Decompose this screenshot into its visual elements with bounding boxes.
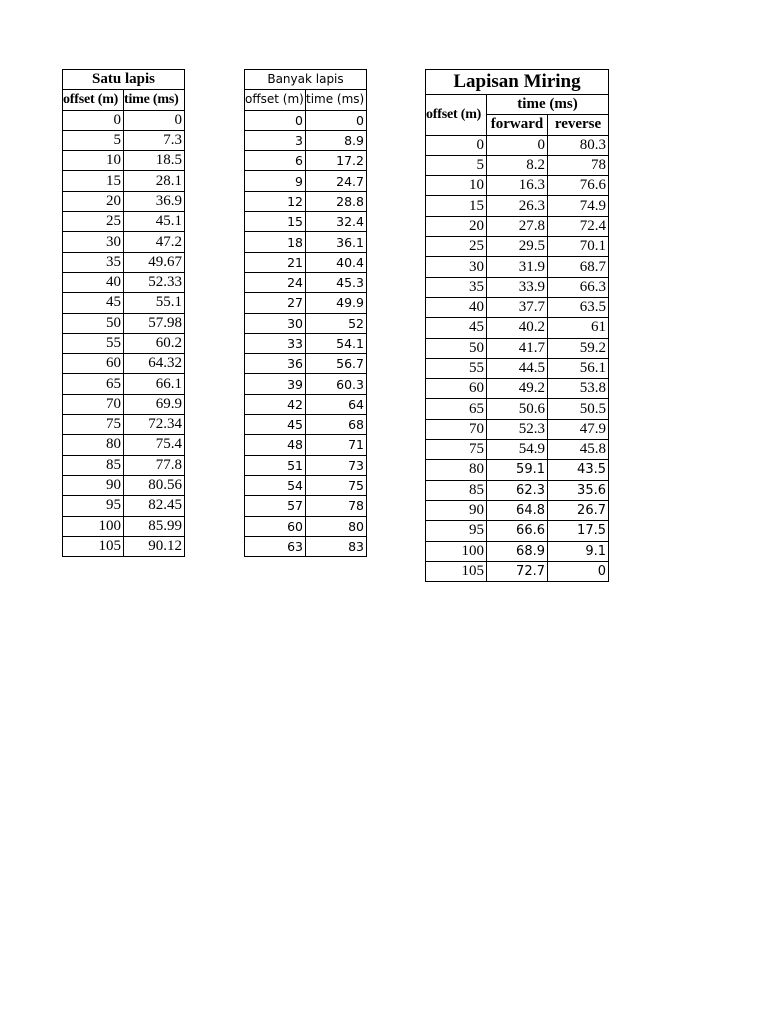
satu-lapis-row-cell: 70 xyxy=(63,394,124,414)
satu-lapis-row-cell: 45 xyxy=(63,293,124,313)
lapisan-miring-row-cell: 15 xyxy=(426,196,487,216)
lapisan-miring-row xyxy=(426,500,609,520)
satu-lapis-row-cell: 25 xyxy=(63,212,124,232)
satu-lapis-row xyxy=(63,272,185,292)
banyak-lapis-row-cell: 54 xyxy=(245,475,306,495)
banyak-lapis-row xyxy=(245,293,367,313)
satu-lapis-title: Satu lapis xyxy=(63,70,185,90)
banyak-lapis-row-cell: 45.3 xyxy=(306,272,367,292)
banyak-lapis-row-cell: 0 xyxy=(245,110,306,130)
satu-lapis-row-cell: 0 xyxy=(63,110,124,130)
satu-lapis-row-cell: 35 xyxy=(63,252,124,272)
banyak-lapis-row xyxy=(245,333,367,353)
lapisan-miring-row-cell: 72.4 xyxy=(548,216,609,236)
banyak-lapis-row xyxy=(245,151,367,171)
satu-lapis-row-cell: 65 xyxy=(63,374,124,394)
banyak-lapis-offset-header: offset (m) xyxy=(245,90,306,110)
satu-lapis-row xyxy=(63,496,185,516)
lapisan-miring-row-cell: 95 xyxy=(426,521,487,541)
lapisan-miring-row-cell: 85 xyxy=(426,480,487,500)
satu-lapis-offset-header: offset (m) xyxy=(63,90,124,110)
banyak-lapis-body xyxy=(245,110,367,557)
banyak-lapis-row-cell: 54.1 xyxy=(306,333,367,353)
lapisan-miring-row-cell: 68.7 xyxy=(548,257,609,277)
lapisan-miring-row-cell: 105 xyxy=(426,561,487,581)
banyak-lapis-row-cell: 40.4 xyxy=(306,252,367,272)
banyak-lapis-row-cell: 9 xyxy=(245,171,306,191)
satu-lapis-row xyxy=(63,313,185,333)
lapisan-miring-row-cell: 72.7 xyxy=(487,561,548,581)
satu-lapis-row-cell: 60.2 xyxy=(124,333,185,353)
satu-lapis-row-cell: 80 xyxy=(63,435,124,455)
banyak-lapis-row-cell: 57 xyxy=(245,496,306,516)
satu-lapis-row-cell: 85 xyxy=(63,455,124,475)
satu-lapis-row xyxy=(63,293,185,313)
lapisan-miring-row-cell: 54.9 xyxy=(487,440,548,460)
banyak-lapis-row-cell: 30 xyxy=(245,313,306,333)
satu-lapis-row-cell: 18.5 xyxy=(124,151,185,171)
lapisan-miring-row xyxy=(426,196,609,216)
satu-lapis-row-cell: 5 xyxy=(63,130,124,150)
lapisan-miring-row xyxy=(426,257,609,277)
satu-lapis-row xyxy=(63,415,185,435)
banyak-lapis-row-cell: 33 xyxy=(245,333,306,353)
banyak-lapis-row-cell: 78 xyxy=(306,496,367,516)
lapisan-miring-reverse-header: reverse xyxy=(548,115,609,135)
lapisan-miring-title: Lapisan Miring xyxy=(426,70,609,95)
lapisan-miring-row xyxy=(426,318,609,338)
satu-lapis-row xyxy=(63,475,185,495)
banyak-lapis-row-cell: 36 xyxy=(245,354,306,374)
banyak-lapis-time-header: time (ms) xyxy=(306,90,367,110)
lapisan-miring-row xyxy=(426,561,609,581)
lapisan-miring-body xyxy=(426,135,609,582)
banyak-lapis-row xyxy=(245,212,367,232)
satu-lapis-row-cell: 77.8 xyxy=(124,455,185,475)
lapisan-miring-row-cell: 56.1 xyxy=(548,358,609,378)
lapisan-miring-row-cell: 43.5 xyxy=(548,460,609,480)
satu-lapis-row-cell: 105 xyxy=(63,536,124,556)
banyak-lapis-row-cell: 48 xyxy=(245,435,306,455)
banyak-lapis-row xyxy=(245,475,367,495)
banyak-lapis-row-cell: 28.8 xyxy=(306,191,367,211)
lapisan-miring-row-cell: 0 xyxy=(487,135,548,155)
banyak-lapis-row-cell: 18 xyxy=(245,232,306,252)
satu-lapis-row-cell: 90.12 xyxy=(124,536,185,556)
banyak-lapis-row xyxy=(245,252,367,272)
banyak-lapis-row xyxy=(245,394,367,414)
lapisan-miring-row xyxy=(426,460,609,480)
banyak-lapis-table xyxy=(244,69,367,557)
lapisan-miring-forward-header: forward xyxy=(487,115,548,135)
lapisan-miring-time-header: time (ms) xyxy=(487,95,609,115)
lapisan-miring-row-cell: 59.2 xyxy=(548,338,609,358)
lapisan-miring-row-cell: 49.2 xyxy=(487,379,548,399)
banyak-lapis-row-cell: 80 xyxy=(306,516,367,536)
satu-lapis-row-cell: 95 xyxy=(63,496,124,516)
banyak-lapis-row-cell: 6 xyxy=(245,151,306,171)
banyak-lapis-row-cell: 60.3 xyxy=(306,374,367,394)
lapisan-miring-row-cell: 68.9 xyxy=(487,541,548,561)
lapisan-miring-row xyxy=(426,480,609,500)
lapisan-miring-row-cell: 100 xyxy=(426,541,487,561)
satu-lapis-row-cell: 20 xyxy=(63,191,124,211)
lapisan-miring-row-cell: 29.5 xyxy=(487,237,548,257)
satu-lapis-row-cell: 0 xyxy=(124,110,185,130)
banyak-lapis-row xyxy=(245,374,367,394)
lapisan-miring-row-cell: 0 xyxy=(426,135,487,155)
satu-lapis-row-cell: 40 xyxy=(63,272,124,292)
satu-lapis-row-cell: 47.2 xyxy=(124,232,185,252)
banyak-lapis-row-cell: 39 xyxy=(245,374,306,394)
banyak-lapis-row xyxy=(245,536,367,556)
banyak-lapis-row-cell: 12 xyxy=(245,191,306,211)
banyak-lapis-row-cell: 51 xyxy=(245,455,306,475)
satu-lapis-row-cell: 50 xyxy=(63,313,124,333)
banyak-lapis-row xyxy=(245,415,367,435)
banyak-lapis-row-cell: 8.9 xyxy=(306,130,367,150)
lapisan-miring-row-cell: 90 xyxy=(426,500,487,520)
satu-lapis-row-cell: 72.34 xyxy=(124,415,185,435)
lapisan-miring-row-cell: 61 xyxy=(548,318,609,338)
satu-lapis-row-cell: 45.1 xyxy=(124,212,185,232)
lapisan-miring-row xyxy=(426,176,609,196)
satu-lapis-row-cell: 69.9 xyxy=(124,394,185,414)
satu-lapis-row-cell: 90 xyxy=(63,475,124,495)
banyak-lapis-row xyxy=(245,354,367,374)
lapisan-miring-row-cell: 8.2 xyxy=(487,155,548,175)
lapisan-miring-row-cell: 50.5 xyxy=(548,399,609,419)
banyak-lapis-row-cell: 73 xyxy=(306,455,367,475)
banyak-lapis-row-cell: 56.7 xyxy=(306,354,367,374)
banyak-lapis-row-cell: 83 xyxy=(306,536,367,556)
lapisan-miring-row-cell: 45.8 xyxy=(548,440,609,460)
lapisan-miring-row-cell: 60 xyxy=(426,379,487,399)
satu-lapis-row-cell: 49.67 xyxy=(124,252,185,272)
lapisan-miring-row xyxy=(426,338,609,358)
banyak-lapis-row xyxy=(245,191,367,211)
lapisan-miring-row xyxy=(426,135,609,155)
satu-lapis-row xyxy=(63,252,185,272)
banyak-lapis-row xyxy=(245,272,367,292)
satu-lapis-row xyxy=(63,151,185,171)
lapisan-miring-row xyxy=(426,277,609,297)
lapisan-miring-row-cell: 31.9 xyxy=(487,257,548,277)
lapisan-miring-row-cell: 53.8 xyxy=(548,379,609,399)
lapisan-miring-row-cell: 26.3 xyxy=(487,196,548,216)
satu-lapis-row-cell: 66.1 xyxy=(124,374,185,394)
satu-lapis-row-cell: 57.98 xyxy=(124,313,185,333)
satu-lapis-row-cell: 28.1 xyxy=(124,171,185,191)
lapisan-miring-row-cell: 41.7 xyxy=(487,338,548,358)
banyak-lapis-row-cell: 21 xyxy=(245,252,306,272)
satu-lapis-row xyxy=(63,516,185,536)
lapisan-miring-row-cell: 10 xyxy=(426,176,487,196)
banyak-lapis-row xyxy=(245,130,367,150)
lapisan-miring-offset-header: offset (m) xyxy=(426,95,487,136)
satu-lapis-row xyxy=(63,536,185,556)
satu-lapis-row xyxy=(63,374,185,394)
banyak-lapis-row-cell: 45 xyxy=(245,415,306,435)
lapisan-miring-row-cell: 63.5 xyxy=(548,297,609,317)
lapisan-miring-row xyxy=(426,297,609,317)
banyak-lapis-row-cell: 63 xyxy=(245,536,306,556)
lapisan-miring-row-cell: 80 xyxy=(426,460,487,480)
satu-lapis-row-cell: 85.99 xyxy=(124,516,185,536)
satu-lapis-row xyxy=(63,333,185,353)
satu-lapis-time-header: time (ms) xyxy=(124,90,185,110)
lapisan-miring-row xyxy=(426,155,609,175)
lapisan-miring-row xyxy=(426,237,609,257)
satu-lapis-row-cell: 30 xyxy=(63,232,124,252)
banyak-lapis-row-cell: 36.1 xyxy=(306,232,367,252)
satu-lapis-row-cell: 55 xyxy=(63,333,124,353)
lapisan-miring-row-cell: 50.6 xyxy=(487,399,548,419)
satu-lapis-row-cell: 7.3 xyxy=(124,130,185,150)
satu-lapis-row xyxy=(63,394,185,414)
banyak-lapis-row-cell: 15 xyxy=(245,212,306,232)
banyak-lapis-row-cell: 24 xyxy=(245,272,306,292)
banyak-lapis-row-cell: 24.7 xyxy=(306,171,367,191)
satu-lapis-row-cell: 75.4 xyxy=(124,435,185,455)
banyak-lapis-row-cell: 64 xyxy=(306,394,367,414)
lapisan-miring-row-cell: 75 xyxy=(426,440,487,460)
satu-lapis-row xyxy=(63,191,185,211)
satu-lapis-row-cell: 60 xyxy=(63,354,124,374)
lapisan-miring-row xyxy=(426,379,609,399)
lapisan-miring-row-cell: 47.9 xyxy=(548,419,609,439)
banyak-lapis-title: Banyak lapis xyxy=(245,70,367,90)
lapisan-miring-row-cell: 65 xyxy=(426,399,487,419)
lapisan-miring-row-cell: 66.3 xyxy=(548,277,609,297)
lapisan-miring-table xyxy=(425,69,609,582)
lapisan-miring-row-cell: 62.3 xyxy=(487,480,548,500)
satu-lapis-row-cell: 52.33 xyxy=(124,272,185,292)
lapisan-miring-row xyxy=(426,419,609,439)
lapisan-miring-row-cell: 35.6 xyxy=(548,480,609,500)
lapisan-miring-row-cell: 30 xyxy=(426,257,487,277)
lapisan-miring-row-cell: 16.3 xyxy=(487,176,548,196)
banyak-lapis-row-cell: 71 xyxy=(306,435,367,455)
banyak-lapis-row-cell: 32.4 xyxy=(306,212,367,232)
satu-lapis-row-cell: 80.56 xyxy=(124,475,185,495)
lapisan-miring-row-cell: 40 xyxy=(426,297,487,317)
lapisan-miring-row-cell: 50 xyxy=(426,338,487,358)
satu-lapis-row xyxy=(63,171,185,191)
lapisan-miring-row-cell: 55 xyxy=(426,358,487,378)
lapisan-miring-row-cell: 0 xyxy=(548,561,609,581)
banyak-lapis-row-cell: 17.2 xyxy=(306,151,367,171)
lapisan-miring-row-cell: 70.1 xyxy=(548,237,609,257)
lapisan-miring-row xyxy=(426,541,609,561)
satu-lapis-row-cell: 55.1 xyxy=(124,293,185,313)
satu-lapis-row-cell: 64.32 xyxy=(124,354,185,374)
banyak-lapis-row xyxy=(245,313,367,333)
lapisan-miring-row xyxy=(426,216,609,236)
lapisan-miring-row-cell: 70 xyxy=(426,419,487,439)
banyak-lapis-row xyxy=(245,110,367,130)
lapisan-miring-row-cell: 52.3 xyxy=(487,419,548,439)
banyak-lapis-row xyxy=(245,496,367,516)
banyak-lapis-row-cell: 75 xyxy=(306,475,367,495)
banyak-lapis-row xyxy=(245,232,367,252)
satu-lapis-row-cell: 75 xyxy=(63,415,124,435)
satu-lapis-row xyxy=(63,435,185,455)
satu-lapis-row xyxy=(63,354,185,374)
lapisan-miring-row-cell: 25 xyxy=(426,237,487,257)
lapisan-miring-row-cell: 26.7 xyxy=(548,500,609,520)
lapisan-miring-row-cell: 5 xyxy=(426,155,487,175)
satu-lapis-row-cell: 36.9 xyxy=(124,191,185,211)
lapisan-miring-row-cell: 37.7 xyxy=(487,297,548,317)
banyak-lapis-row-cell: 52 xyxy=(306,313,367,333)
banyak-lapis-row-cell: 0 xyxy=(306,110,367,130)
lapisan-miring-row-cell: 45 xyxy=(426,318,487,338)
banyak-lapis-row-cell: 27 xyxy=(245,293,306,313)
lapisan-miring-row-cell: 20 xyxy=(426,216,487,236)
lapisan-miring-row-cell: 17.5 xyxy=(548,521,609,541)
lapisan-miring-row-cell: 64.8 xyxy=(487,500,548,520)
satu-lapis-row xyxy=(63,455,185,475)
satu-lapis-row-cell: 10 xyxy=(63,151,124,171)
banyak-lapis-row-cell: 42 xyxy=(245,394,306,414)
satu-lapis-row xyxy=(63,110,185,130)
satu-lapis-table xyxy=(62,69,185,557)
lapisan-miring-row-cell: 27.8 xyxy=(487,216,548,236)
banyak-lapis-row xyxy=(245,455,367,475)
lapisan-miring-row-cell: 74.9 xyxy=(548,196,609,216)
banyak-lapis-row xyxy=(245,171,367,191)
banyak-lapis-row-cell: 3 xyxy=(245,130,306,150)
lapisan-miring-row-cell: 76.6 xyxy=(548,176,609,196)
lapisan-miring-row-cell: 66.6 xyxy=(487,521,548,541)
satu-lapis-row xyxy=(63,232,185,252)
lapisan-miring-row-cell: 33.9 xyxy=(487,277,548,297)
banyak-lapis-row-cell: 49.9 xyxy=(306,293,367,313)
lapisan-miring-row xyxy=(426,358,609,378)
lapisan-miring-row-cell: 78 xyxy=(548,155,609,175)
lapisan-miring-row xyxy=(426,440,609,460)
lapisan-miring-row-cell: 35 xyxy=(426,277,487,297)
satu-lapis-row xyxy=(63,130,185,150)
banyak-lapis-row-cell: 68 xyxy=(306,415,367,435)
satu-lapis-row xyxy=(63,212,185,232)
satu-lapis-row-cell: 82.45 xyxy=(124,496,185,516)
lapisan-miring-row-cell: 40.2 xyxy=(487,318,548,338)
lapisan-miring-row xyxy=(426,399,609,419)
lapisan-miring-row xyxy=(426,521,609,541)
lapisan-miring-row-cell: 59.1 xyxy=(487,460,548,480)
satu-lapis-row-cell: 100 xyxy=(63,516,124,536)
satu-lapis-body xyxy=(63,110,185,557)
banyak-lapis-row-cell: 60 xyxy=(245,516,306,536)
lapisan-miring-row-cell: 80.3 xyxy=(548,135,609,155)
lapisan-miring-row-cell: 44.5 xyxy=(487,358,548,378)
satu-lapis-row-cell: 15 xyxy=(63,171,124,191)
banyak-lapis-row xyxy=(245,516,367,536)
banyak-lapis-row xyxy=(245,435,367,455)
lapisan-miring-row-cell: 9.1 xyxy=(548,541,609,561)
